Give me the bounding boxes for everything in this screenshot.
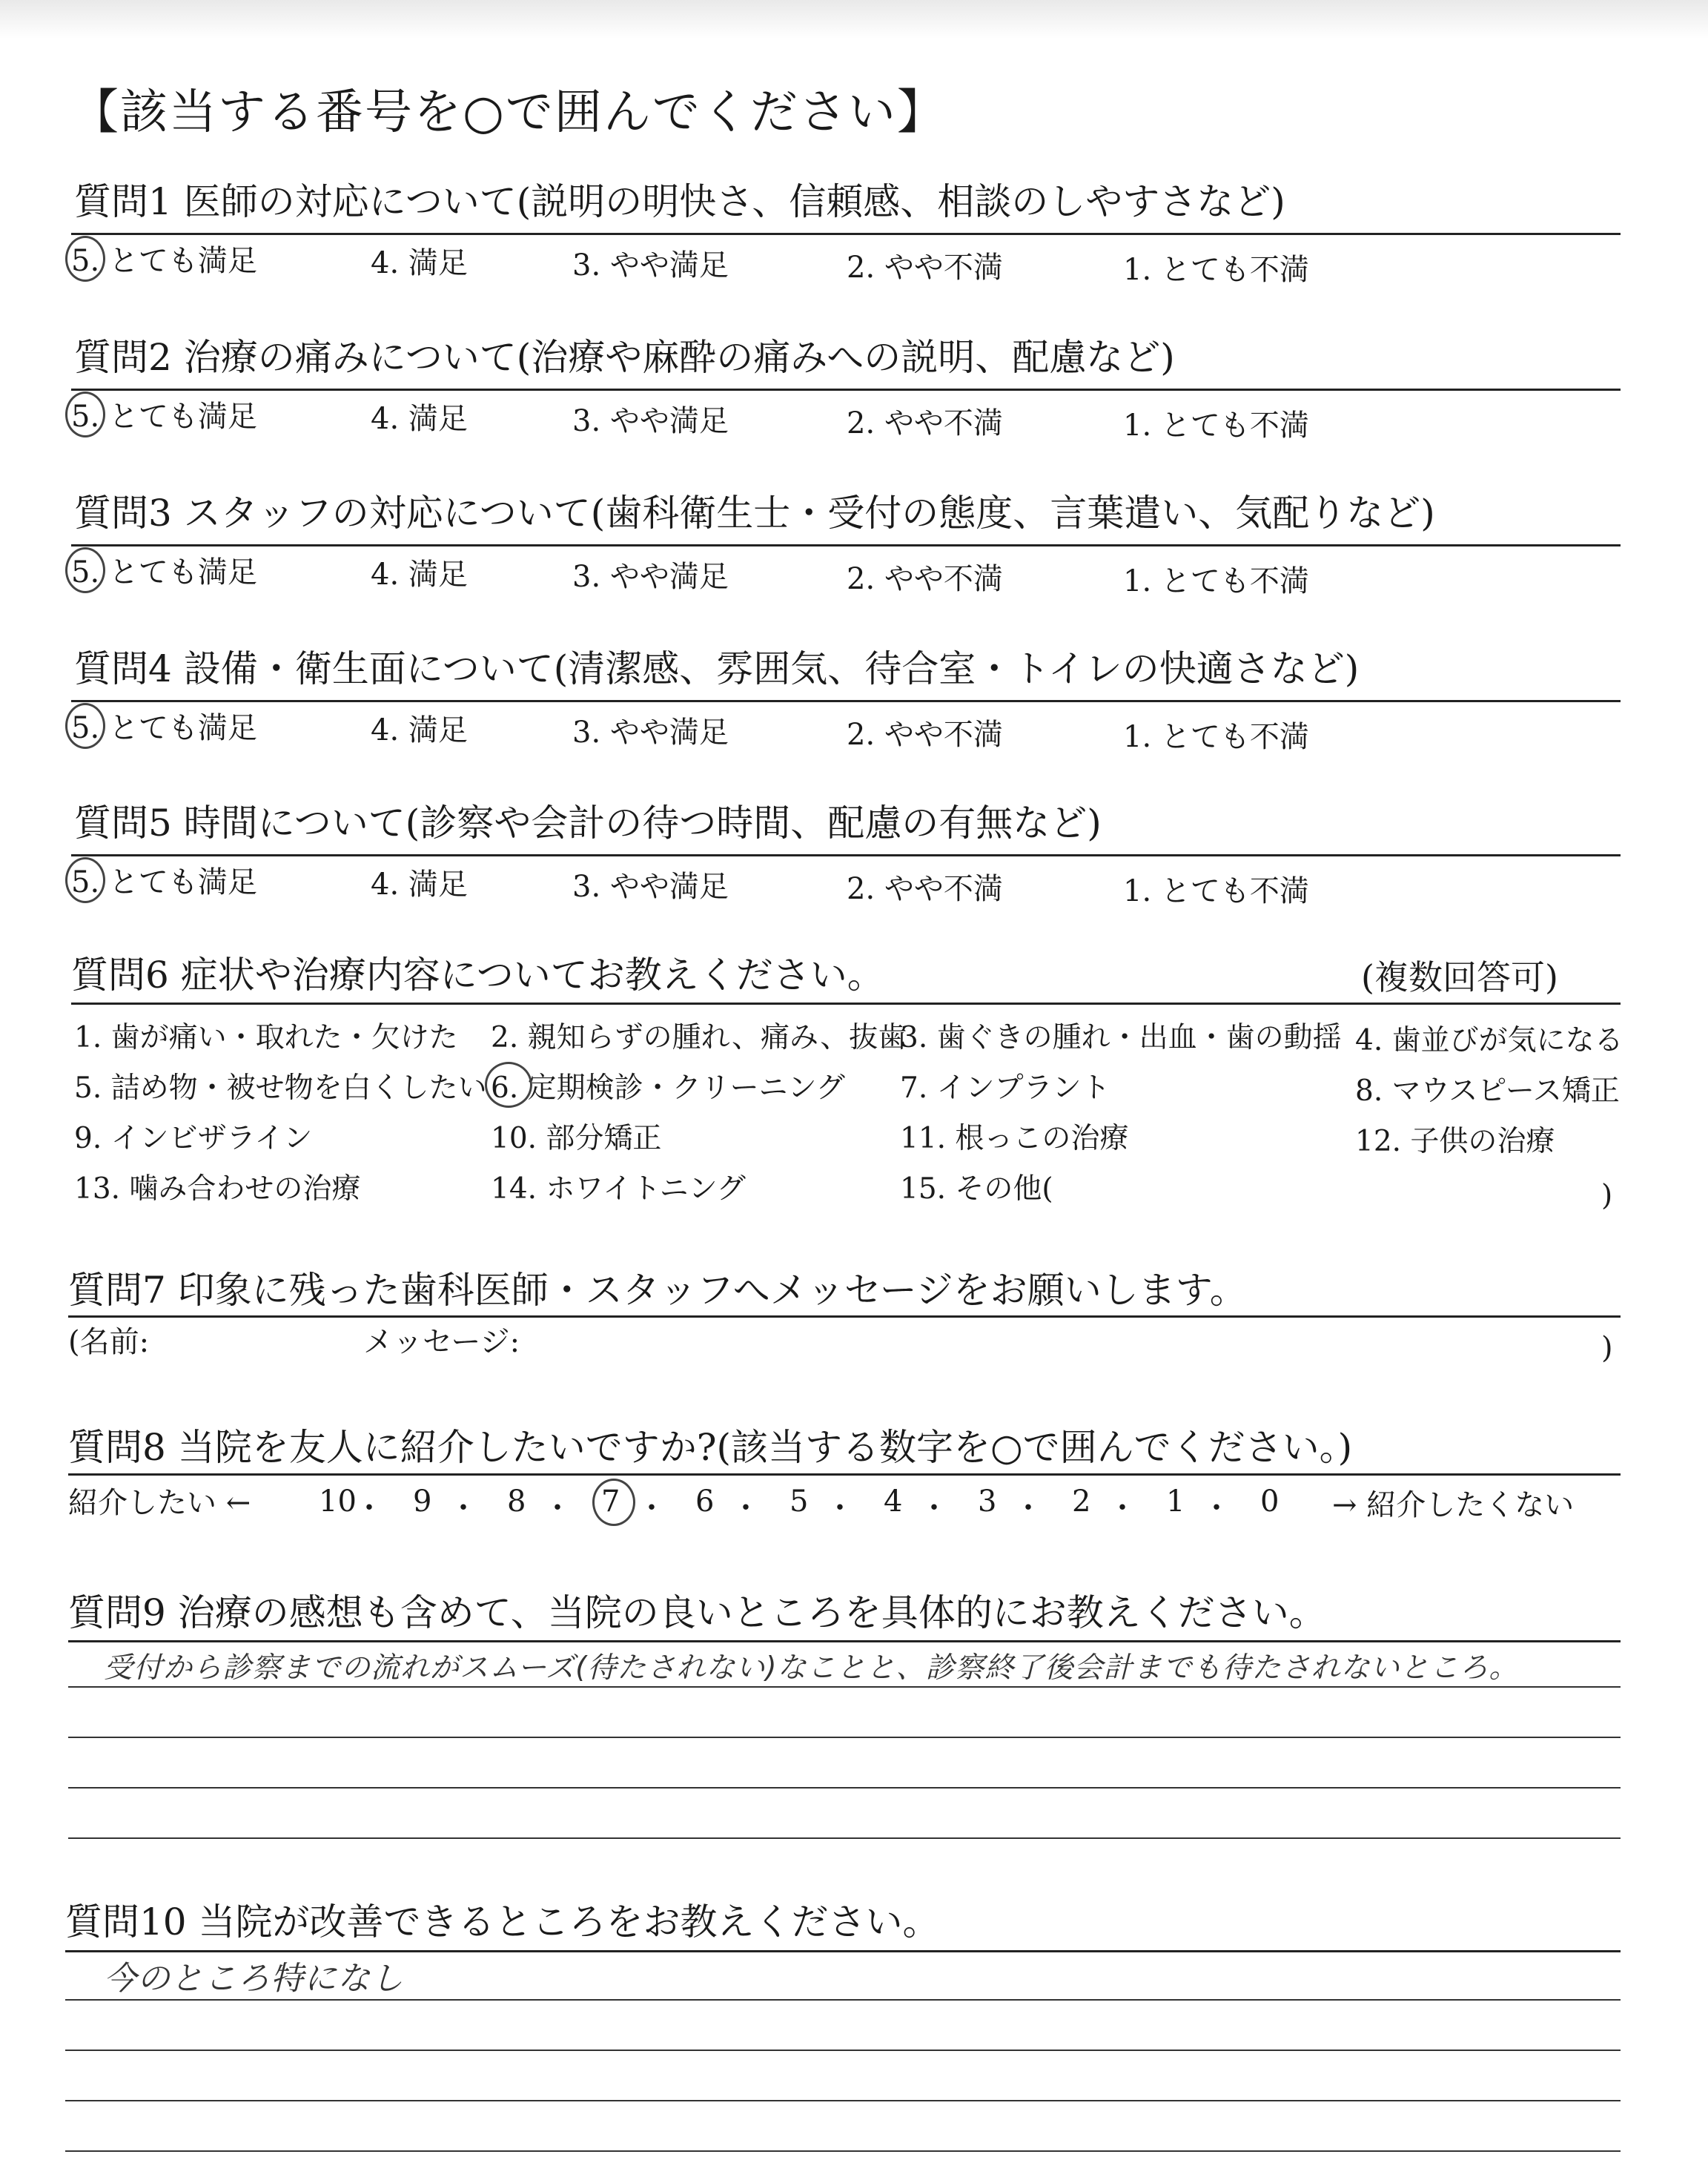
q5-option-5[interactable]: 5. とても満足 bbox=[71, 865, 257, 899]
q8-scale-2[interactable]: 2 bbox=[1072, 1484, 1091, 1519]
q6-option-10[interactable]: 10. 部分矯正 bbox=[491, 1122, 662, 1155]
q5-option-1[interactable]: 1. とても不満 bbox=[1123, 874, 1309, 908]
q8-scale-6[interactable]: 6 bbox=[695, 1484, 715, 1519]
q8-scale-1[interactable]: 1 bbox=[1166, 1484, 1185, 1519]
q4-option-3[interactable]: 3. やや満足 bbox=[572, 716, 729, 750]
q10-ruled-line bbox=[65, 2100, 1621, 2101]
q6-option-11[interactable]: 11. 根っこの治療 bbox=[900, 1122, 1129, 1155]
q4-underline bbox=[71, 700, 1621, 702]
q6-option-6[interactable]: 6. 定期検診・クリーニング bbox=[491, 1071, 845, 1105]
q3-option-3[interactable]: 3. やや満足 bbox=[572, 560, 729, 594]
q6-heading: 質問6 症状や治療内容についてお教えください。 bbox=[71, 954, 884, 997]
q4-option-1[interactable]: 1. とても不満 bbox=[1123, 720, 1309, 754]
q9-ruled-line bbox=[68, 1837, 1621, 1839]
q8-scale-0[interactable]: 0 bbox=[1260, 1484, 1280, 1519]
q6-option-2[interactable]: 2. 親知らずの腫れ、痛み、抜歯 bbox=[491, 1021, 907, 1054]
q9-ruled-line bbox=[68, 1737, 1621, 1738]
q1-underline bbox=[71, 233, 1621, 235]
q6-note: (複数回答可) bbox=[1361, 957, 1558, 997]
selection-circle bbox=[65, 703, 105, 749]
q2-underline bbox=[71, 389, 1621, 391]
q9-answer: 受付から診察までの流れがスムーズ(待たされない)なことと、診察終了後会計までも待たされないところ。 bbox=[104, 1651, 1519, 1685]
q8-scale-separator: ・ bbox=[825, 1491, 855, 1525]
q6-option-4[interactable]: 4. 歯並びが気になる bbox=[1355, 1024, 1623, 1057]
q1-option-5[interactable]: 5. とても満足 bbox=[71, 244, 257, 278]
q3-option-5[interactable]: 5. とても満足 bbox=[71, 555, 257, 589]
form-title: 【該当する番号を○で囲んでください】 bbox=[71, 85, 946, 140]
q8-scale-separator: ・ bbox=[1013, 1491, 1043, 1525]
q2-option-3[interactable]: 3. やや満足 bbox=[572, 404, 729, 438]
q8-left-label: 紹介したい ← bbox=[68, 1486, 251, 1520]
q8-scale-separator: ・ bbox=[543, 1491, 572, 1525]
q6-option-8[interactable]: 8. マウスピース矯正 bbox=[1355, 1074, 1620, 1108]
q7-underline bbox=[68, 1315, 1621, 1318]
q4-heading: 質問4 設備・衛生面について(清潔感、雰囲気、待合室・トイレの快適さなど) bbox=[74, 647, 1360, 690]
selection-circle bbox=[65, 392, 105, 437]
q10-ruled-line bbox=[65, 2050, 1621, 2051]
q6-option-3[interactable]: 3. 歯ぐきの腫れ・出血・歯の動揺 bbox=[900, 1021, 1342, 1054]
q6-option-15[interactable]: 15. その他( bbox=[900, 1172, 1053, 1206]
q6-other-close-paren: ) bbox=[1601, 1179, 1613, 1212]
q5-option-3[interactable]: 3. やや満足 bbox=[572, 870, 729, 904]
q1-option-1[interactable]: 1. とても不満 bbox=[1123, 253, 1309, 287]
q8-scale-separator: ・ bbox=[637, 1491, 666, 1525]
page-top-edge bbox=[0, 0, 1708, 39]
q10-answer: 今のところ特になし bbox=[104, 1960, 404, 1998]
q5-underline bbox=[71, 854, 1621, 856]
q3-option-4[interactable]: 4. 満足 bbox=[371, 558, 468, 592]
q9-heading: 質問9 治療の感想も含めて、当院の良いところを具体的にお教えください。 bbox=[68, 1591, 1326, 1634]
q6-option-14[interactable]: 14. ホワイトニング bbox=[491, 1172, 746, 1206]
selection-circle bbox=[65, 857, 105, 903]
q6-underline bbox=[71, 1003, 1621, 1005]
q8-scale-5[interactable]: 5 bbox=[790, 1484, 809, 1519]
q9-ruled-line bbox=[68, 1686, 1621, 1688]
q7-close-paren: ) bbox=[1601, 1331, 1613, 1365]
q6-option-1[interactable]: 1. 歯が痛い・取れた・欠けた bbox=[74, 1021, 458, 1054]
q6-option-5[interactable]: 5. 詰め物・被せ物を白くしたい bbox=[74, 1071, 487, 1105]
q8-scale-separator: ・ bbox=[354, 1491, 384, 1525]
q8-scale-separator: ・ bbox=[731, 1491, 761, 1525]
q2-option-5[interactable]: 5. とても満足 bbox=[71, 400, 257, 434]
q4-option-2[interactable]: 2. やや不満 bbox=[847, 718, 1003, 752]
q1-option-4[interactable]: 4. 満足 bbox=[371, 246, 468, 280]
q7-message-label: メッセージ: bbox=[363, 1325, 520, 1359]
q10-ruled-line bbox=[65, 1999, 1621, 2001]
q5-option-4[interactable]: 4. 満足 bbox=[371, 868, 468, 902]
selection-circle bbox=[65, 236, 105, 282]
q3-heading: 質問3 スタッフの対応について(歯科衛生士・受付の態度、言葉遣い、気配りなど) bbox=[74, 492, 1435, 535]
q1-heading: 質問1 医師の対応について(説明の明快さ、信頼感、相談のしやすさなど) bbox=[74, 180, 1285, 223]
q8-scale-9[interactable]: 9 bbox=[413, 1484, 432, 1519]
q5-heading: 質問5 時間について(診察や会計の待つ時間、配慮の有無など) bbox=[74, 802, 1102, 845]
q10-ruled-line bbox=[65, 2150, 1621, 2152]
q8-scale-8[interactable]: 8 bbox=[507, 1484, 526, 1519]
q2-heading: 質問2 治療の痛みについて(治療や麻酔の痛みへの説明、配慮など) bbox=[74, 336, 1175, 379]
q6-option-12[interactable]: 12. 子供の治療 bbox=[1355, 1125, 1555, 1158]
q2-option-1[interactable]: 1. とても不満 bbox=[1123, 409, 1309, 443]
q10-heading: 質問10 当院が改善できるところをお教えください。 bbox=[65, 1900, 940, 1943]
q9-ruled-line bbox=[68, 1787, 1621, 1789]
q2-option-4[interactable]: 4. 満足 bbox=[371, 402, 468, 436]
q2-option-2[interactable]: 2. やや不満 bbox=[847, 406, 1003, 440]
q3-option-1[interactable]: 1. とても不満 bbox=[1123, 564, 1309, 598]
q4-option-4[interactable]: 4. 満足 bbox=[371, 713, 468, 747]
q7-heading: 質問7 印象に残った歯科医師・スタッフへメッセージをお願いします。 bbox=[68, 1269, 1247, 1312]
q8-scale-separator: ・ bbox=[919, 1491, 949, 1525]
selection-circle bbox=[65, 547, 105, 593]
q8-scale-separator: ・ bbox=[1108, 1491, 1137, 1525]
q4-option-5[interactable]: 5. とても満足 bbox=[71, 711, 257, 745]
q8-scale-3[interactable]: 3 bbox=[978, 1484, 997, 1519]
q6-option-7[interactable]: 7. インプラント bbox=[900, 1071, 1110, 1105]
q3-underline bbox=[71, 544, 1621, 546]
q1-option-3[interactable]: 3. やや満足 bbox=[572, 248, 729, 283]
q8-right-label: → 紹介したくない bbox=[1332, 1488, 1575, 1522]
q8-heading: 質問8 当院を友人に紹介したいですか?(該当する数字を○で囲んでください。) bbox=[68, 1426, 1353, 1469]
q8-scale-10[interactable]: 10 bbox=[319, 1484, 357, 1519]
q8-scale-separator: ・ bbox=[1202, 1491, 1231, 1525]
q8-scale-7[interactable]: 7 bbox=[601, 1484, 620, 1519]
q1-option-2[interactable]: 2. やや不満 bbox=[847, 251, 1003, 285]
selection-circle bbox=[485, 1062, 532, 1108]
q8-scale-4[interactable]: 4 bbox=[884, 1484, 903, 1519]
q6-option-13[interactable]: 13. 噛み合わせの治療 bbox=[74, 1172, 361, 1206]
q8-underline bbox=[68, 1473, 1621, 1476]
q8-scale-separator: ・ bbox=[448, 1491, 478, 1525]
q6-option-9[interactable]: 9. インビザライン bbox=[74, 1122, 313, 1155]
q3-option-2[interactable]: 2. やや不満 bbox=[847, 562, 1003, 596]
selection-circle bbox=[592, 1479, 635, 1526]
q7-name-label: (名前: bbox=[68, 1325, 150, 1359]
q5-option-2[interactable]: 2. やや不満 bbox=[847, 872, 1003, 906]
q9-underline bbox=[68, 1640, 1621, 1642]
